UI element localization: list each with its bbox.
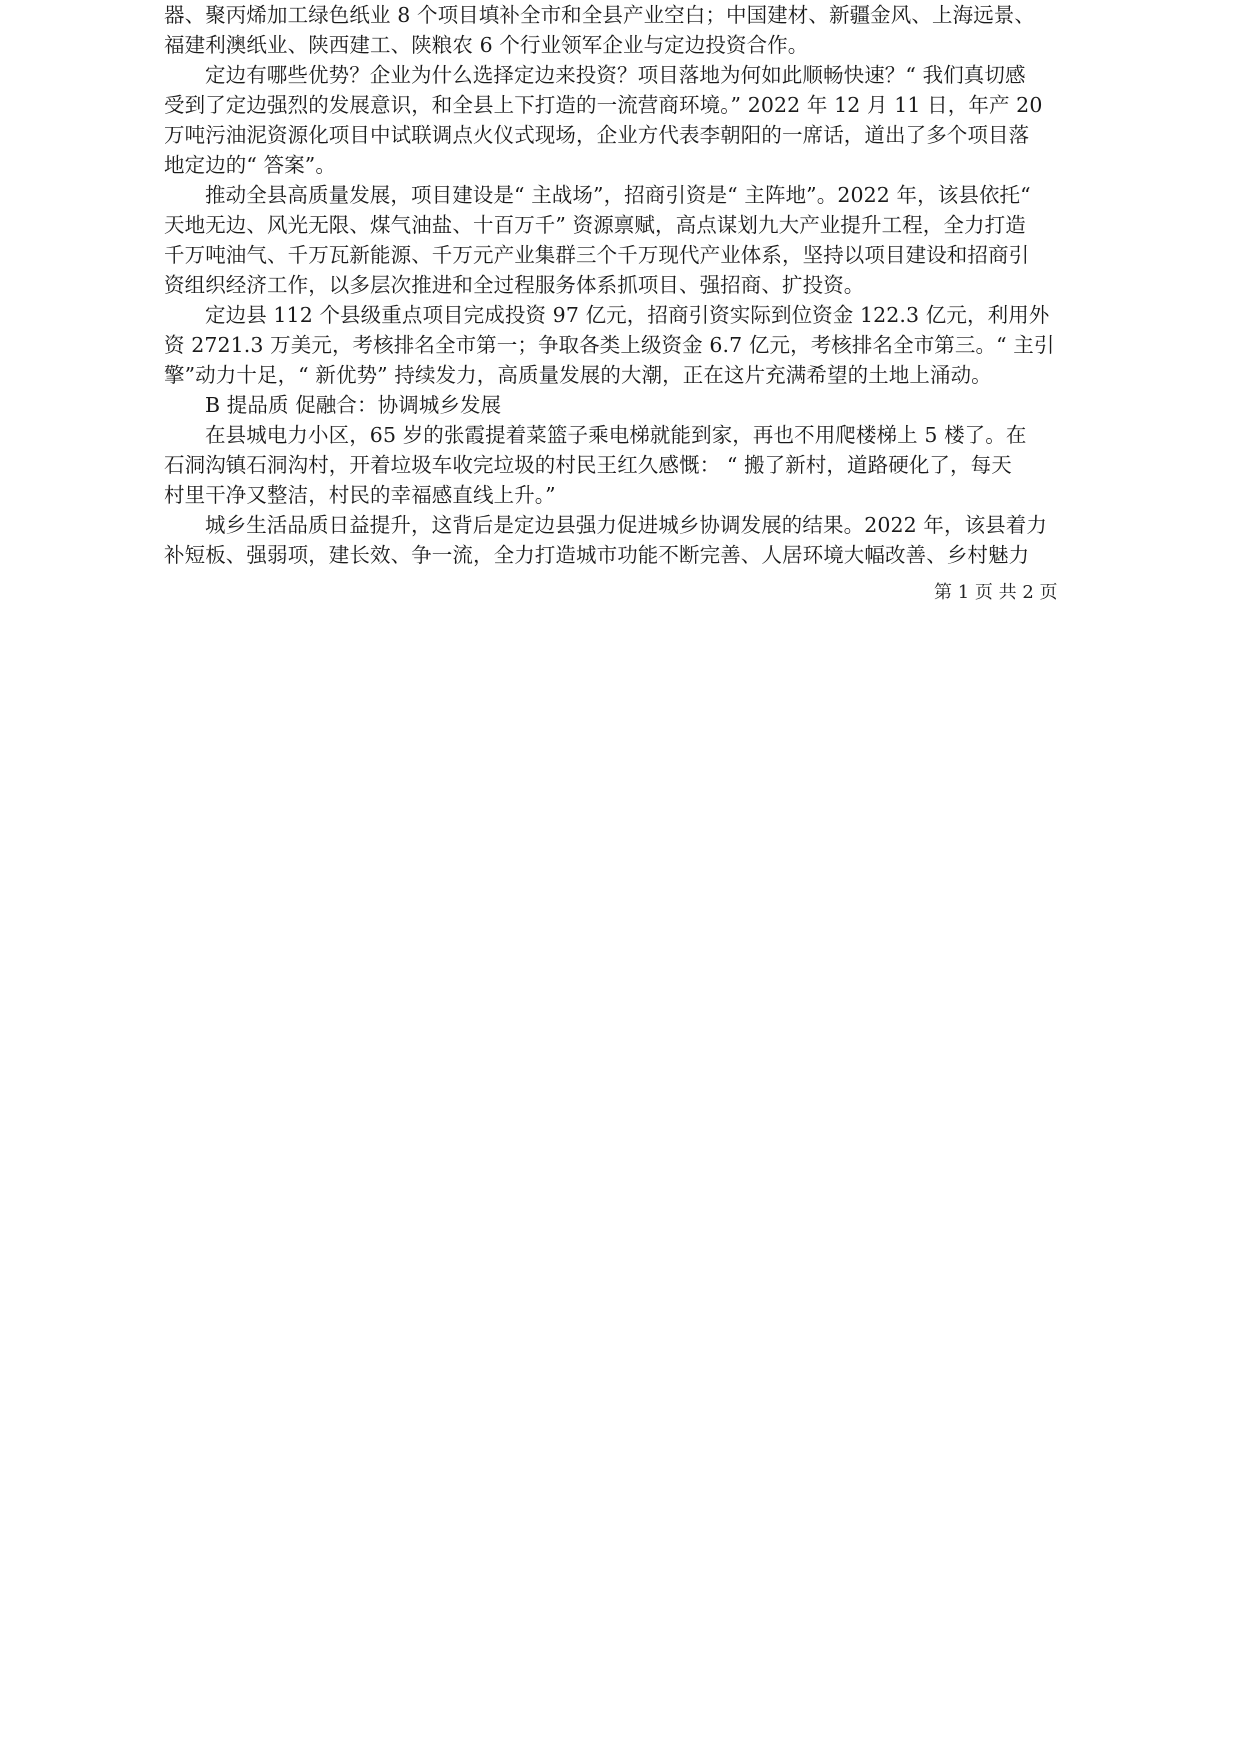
text-line: 地定边的“ 答案”。 [164, 153, 336, 177]
text-line: 万吨污油泥资源化项目中试联调点火仪式现场，企业方代表李朝阳的一席话，道出了多个项目落 [164, 123, 1030, 147]
paragraph-first-line: 定边县 112 个县级重点项目完成投资 97 亿元，招商引资实际到位资金 122.3 亿元，利用外 [205, 303, 1050, 327]
text-line: 器、聚丙烯加工绿色纸业 8 个项目填补全市和全县产业空白；中国建材、新疆金风、上海远景、 [164, 3, 1035, 27]
text-line: 石洞沟镇石洞沟村，开着垃圾车收完垃圾的村民王红久感慨： “ 搬了新村，道路硬化了，每天 [164, 453, 1012, 477]
article-body [164, 0, 1094, 570]
paragraph-first-line: 推动全县高质量发展，项目建设是“ 主战场”，招商引资是“ 主阵地”。2022 年，该县依托“ [205, 183, 1031, 207]
text-line: 擎”动力十足，“ 新优势” 持续发力，高质量发展的大潮，正在这片充满希望的土地上涌动。 [164, 363, 992, 387]
paragraph-first-line: B 提品质 促融合：协调城乡发展 [205, 393, 502, 417]
text-line: 天地无边、风光无限、煤气油盐、十百万千” 资源禀赋，高点谋划九大产业提升工程，全力打造 [164, 213, 1026, 237]
text-line: 补短板、强弱项，建长效、争一流，全力打造城市功能不断完善、人居环境大幅改善、乡村魅力 [164, 543, 1030, 567]
text-line: 资组织经济工作，以多层次推进和全过程服务体系抓项目、强招商、扩投资。 [164, 273, 865, 297]
text-line: 村里干净又整洁，村民的幸福感直线上升。” [164, 483, 556, 507]
paragraph-first-line: 城乡生活品质日益提升，这背后是定边县强力促进城乡协调发展的结果。2022 年，该县着力 [205, 513, 1047, 537]
paragraph-first-line: 定边有哪些优势？企业为什么选择定边来投资？项目落地为何如此顺畅快速？“ 我们真切感 [205, 63, 1026, 87]
text-line: 福建利澳纸业、陕西建工、陕粮农 6 个行业领军企业与定边投资合作。 [164, 33, 809, 57]
text-line: 受到了定边强烈的发展意识，和全县上下打造的一流营商环境。” 2022 年 12 月 11 日，年产 20 [164, 93, 1043, 117]
text-line: 千万吨油气、千万瓦新能源、千万元产业集群三个千万现代产业体系，坚持以项目建设和招商引 [164, 243, 1030, 267]
paragraph-first-line: 在县城电力小区，65 岁的张霞提着菜篮子乘电梯就能到家，再也不用爬楼梯上 5 楼了。在 [205, 423, 1027, 447]
page-number: 第 1 页 共 2 页 [934, 582, 1058, 603]
text-line: 资 2721.3 万美元，考核排名全市第一；争取各类上级资金 6.7 亿元，考核排名全市第三。“ 主引 [164, 333, 1055, 357]
